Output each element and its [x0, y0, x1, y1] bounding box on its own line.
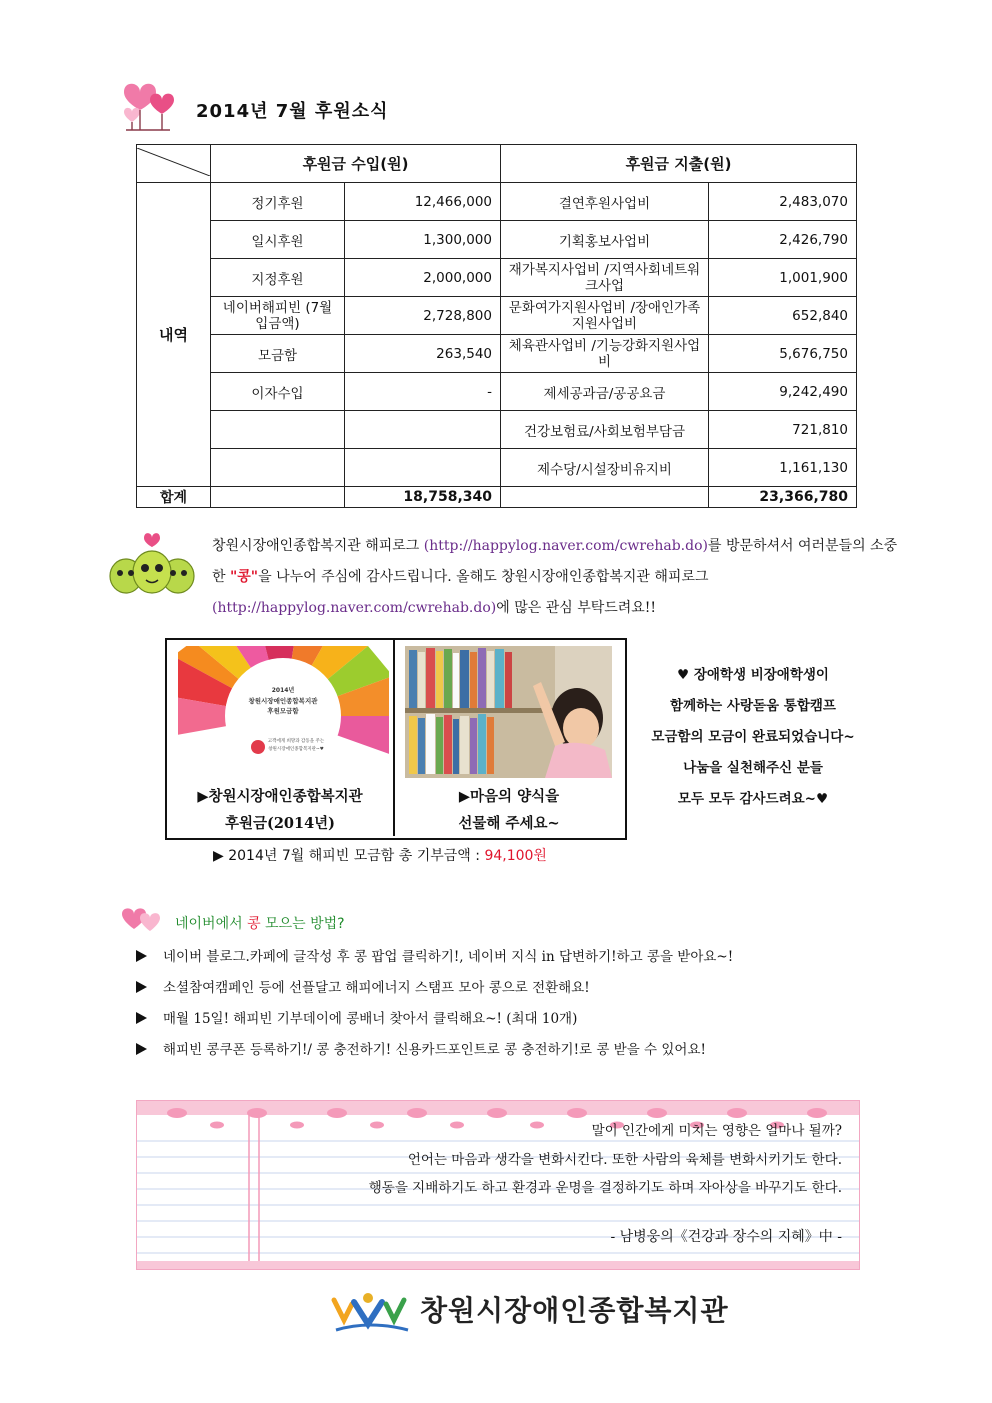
expense-amount: 652,840 — [709, 297, 857, 335]
list-item — [136, 973, 916, 1004]
intro-line-2 — [212, 593, 902, 624]
intro-line-1: 창원시장애인종합복지관 해피로그 (http://happylog.naver.com/cwrehab.do)를 방문하셔서 여러분들의 소중한 "콩"을 나누어 주심에 감사드립니다. 올해도 창원시장애인종합복지관 해피로그 — [212, 538, 898, 585]
photo-divider — [393, 638, 395, 836]
triangle-bullet-icon — [136, 1043, 147, 1055]
title-part: 네이버에서 — [175, 916, 248, 932]
kong-highlight: "콩" — [229, 569, 259, 585]
expense-amount: 1,161,130 — [709, 449, 857, 487]
happylog-link[interactable]: (http://happylog.naver.com/cwrehab.do) — [423, 538, 708, 554]
total-amount: 94,100원 — [484, 848, 547, 864]
empty-cell — [211, 487, 345, 508]
table-row — [137, 297, 857, 335]
intro-text: 를 방문하셔서 여러분들의 소중한 — [212, 538, 898, 585]
section-label: 내역 — [137, 183, 211, 487]
income-item: 정기후원 — [211, 183, 345, 221]
caption-books — [396, 783, 622, 837]
diagonal-header-cell — [137, 145, 211, 183]
expense-item: 건강보험료/사회보험부담금 — [501, 411, 709, 449]
poster-line-2: 후원모금함 — [267, 707, 299, 715]
total-row — [137, 487, 857, 508]
list-item-text: 소셜참여캠페인 등에 선플달고 해피에너지 스탬프 모아 콩으로 전환해요! — [163, 980, 590, 996]
expense-amount: 1,001,900 — [709, 259, 857, 297]
bean-mascot-icon — [106, 528, 198, 598]
list-item-text: 매월 15일! 해피빈 기부데이에 콩배너 찾아서 클릭해요~! (최대 10개) — [163, 1011, 578, 1027]
expense-item: 재가복지사업비 /지역사회네트워크사업 — [501, 259, 709, 297]
table-row — [137, 221, 857, 259]
notice-line: 함께하는 사랑돋움 통합캠프 — [670, 698, 836, 714]
income-amount: - — [345, 373, 501, 411]
list-item-text: 해피빈 콩쿠폰 등록하기!/ 콩 충전하기! 신용카드포인트로 콩 충전하기!로 콩 받을 수 있어요! — [163, 1042, 706, 1058]
triangle-bullet-icon — [136, 950, 147, 962]
table-row — [137, 259, 857, 297]
income-item: 모금함 — [211, 335, 345, 373]
intro-text: 을 나누어 주심에 감사드립니다. 올해도 창원시장애인종합복지관 해피로그 — [258, 569, 709, 585]
list-item — [136, 1004, 916, 1035]
poster-line-4: 창원시장애인종합복지관~♥ — [268, 747, 324, 752]
happylog-link[interactable]: (http://happylog.naver.com/cwrehab.do) — [212, 600, 497, 616]
notice-line: 모두 모두 감사드려요~♥ — [677, 791, 829, 807]
triangle-bullet-icon — [136, 1012, 147, 1024]
income-amount: 2,000,000 — [345, 259, 501, 297]
quote-line: 말이 인간에게 미치는 영향은 얼마나 될까? — [591, 1123, 842, 1139]
income-amount — [345, 411, 501, 449]
quote-text — [270, 1117, 842, 1203]
expense-amount: 2,483,070 — [709, 183, 857, 221]
camp-notice — [628, 660, 878, 815]
income-item: 일시후원 — [211, 221, 345, 259]
caption-line: ▶창원시장애인종합복지관 — [197, 788, 363, 805]
expense-header: 후원금 지출(원) — [501, 145, 857, 183]
notice-line: 나눔을 실천해주신 분들 — [683, 760, 823, 776]
expense-amount: 2,426,790 — [709, 221, 857, 259]
poster-line-3: 고객에게 희망과 감동을 주는 — [267, 739, 325, 744]
title-part: 모으는 방법? — [260, 916, 345, 932]
hearts-icon — [118, 904, 164, 938]
expense-item: 제세공과금/공공요금 — [501, 373, 709, 411]
expense-amount: 9,242,490 — [709, 373, 857, 411]
table-header-row — [137, 145, 857, 183]
expense-item: 문화여가지원사업비 /장애인가족지원사업비 — [501, 297, 709, 335]
expense-amount: 721,810 — [709, 411, 857, 449]
income-item: 이자수입 — [211, 373, 345, 411]
list-item — [136, 942, 916, 973]
org-logo-icon — [330, 1290, 412, 1336]
income-item — [211, 449, 345, 487]
donation-poster-image — [178, 646, 389, 778]
title-kong: 콩 — [247, 916, 261, 932]
list-item-text: 네이버 블로그.카페에 글작성 후 콩 팝업 클릭하기!, 네이버 지식 in 답변하기!하고 콩을 받아요~! — [163, 949, 734, 965]
income-total: 18,758,340 — [345, 487, 501, 508]
quote-line: 행동을 지배하기도 하고 환경과 운명을 결정하기도 하며 자아상을 바꾸기도 한다. — [368, 1180, 842, 1196]
income-amount — [345, 449, 501, 487]
caption-line: 후원금(2014년) — [224, 815, 336, 832]
income-item — [211, 411, 345, 449]
notice-line: 모금함의 모금이 완료되었습니다~ — [651, 729, 855, 745]
hearts-tree-icon — [118, 72, 178, 134]
table-row — [137, 373, 857, 411]
caption-donation — [169, 783, 391, 837]
happybean-total-line — [213, 845, 547, 865]
poster-line-1: 창원시장애인종합복지관 — [248, 697, 318, 705]
caption-line: 선물해 주세요~ — [458, 815, 560, 832]
expense-total: 23,366,780 — [709, 487, 857, 508]
page-title: 2014년 7월 후원소식 — [196, 101, 389, 122]
income-amount: 1,300,000 — [345, 221, 501, 259]
income-amount: 12,466,000 — [345, 183, 501, 221]
income-amount: 263,540 — [345, 335, 501, 373]
table-row — [137, 449, 857, 487]
quote-source: - 남병웅의《건강과 장수의 지혜》中 - — [610, 1229, 842, 1245]
table-row — [137, 183, 857, 221]
intro-paragraph — [212, 531, 902, 624]
income-amount: 2,728,800 — [345, 297, 501, 335]
table-row — [137, 411, 857, 449]
expense-amount: 5,676,750 — [709, 335, 857, 373]
expense-item: 제수당/시설장비유지비 — [501, 449, 709, 487]
expense-item: 기획홍보사업비 — [501, 221, 709, 259]
triangle-bullet-icon — [136, 981, 147, 993]
quote-line: 언어는 마음과 생각을 변화시킨다. 또한 사람의 육체를 변화시키기도 한다. — [407, 1151, 842, 1168]
org-name: 창원시장애인종합복지관 — [420, 1294, 729, 1327]
total-label: 합계 — [137, 487, 211, 508]
intro-text: 에 많은 관심 부탁드려요!! — [496, 600, 657, 616]
poster-year: 2014년 — [271, 687, 295, 694]
finance-table — [136, 144, 857, 508]
notice-line: ♥ 장애학생 비장애학생이 — [677, 667, 829, 683]
table-row — [137, 335, 857, 373]
total-text: ▶ 2014년 7월 해피빈 모금함 총 기부금액 : — [213, 848, 485, 864]
bean-section-title — [175, 913, 345, 933]
income-header: 후원금 수입(원) — [211, 145, 501, 183]
income-item: 네이버해피빈 (7월입금액) — [211, 297, 345, 335]
expense-item: 결연후원사업비 — [501, 183, 709, 221]
bookshelf-child-image — [405, 646, 612, 778]
list-item — [136, 1035, 916, 1066]
income-item: 지정후원 — [211, 259, 345, 297]
expense-item: 체육관사업비 /기능강화지원사업비 — [501, 335, 709, 373]
caption-line: ▶마음의 양식을 — [458, 788, 560, 805]
bean-method-list — [136, 942, 916, 1066]
empty-cell — [501, 487, 709, 508]
